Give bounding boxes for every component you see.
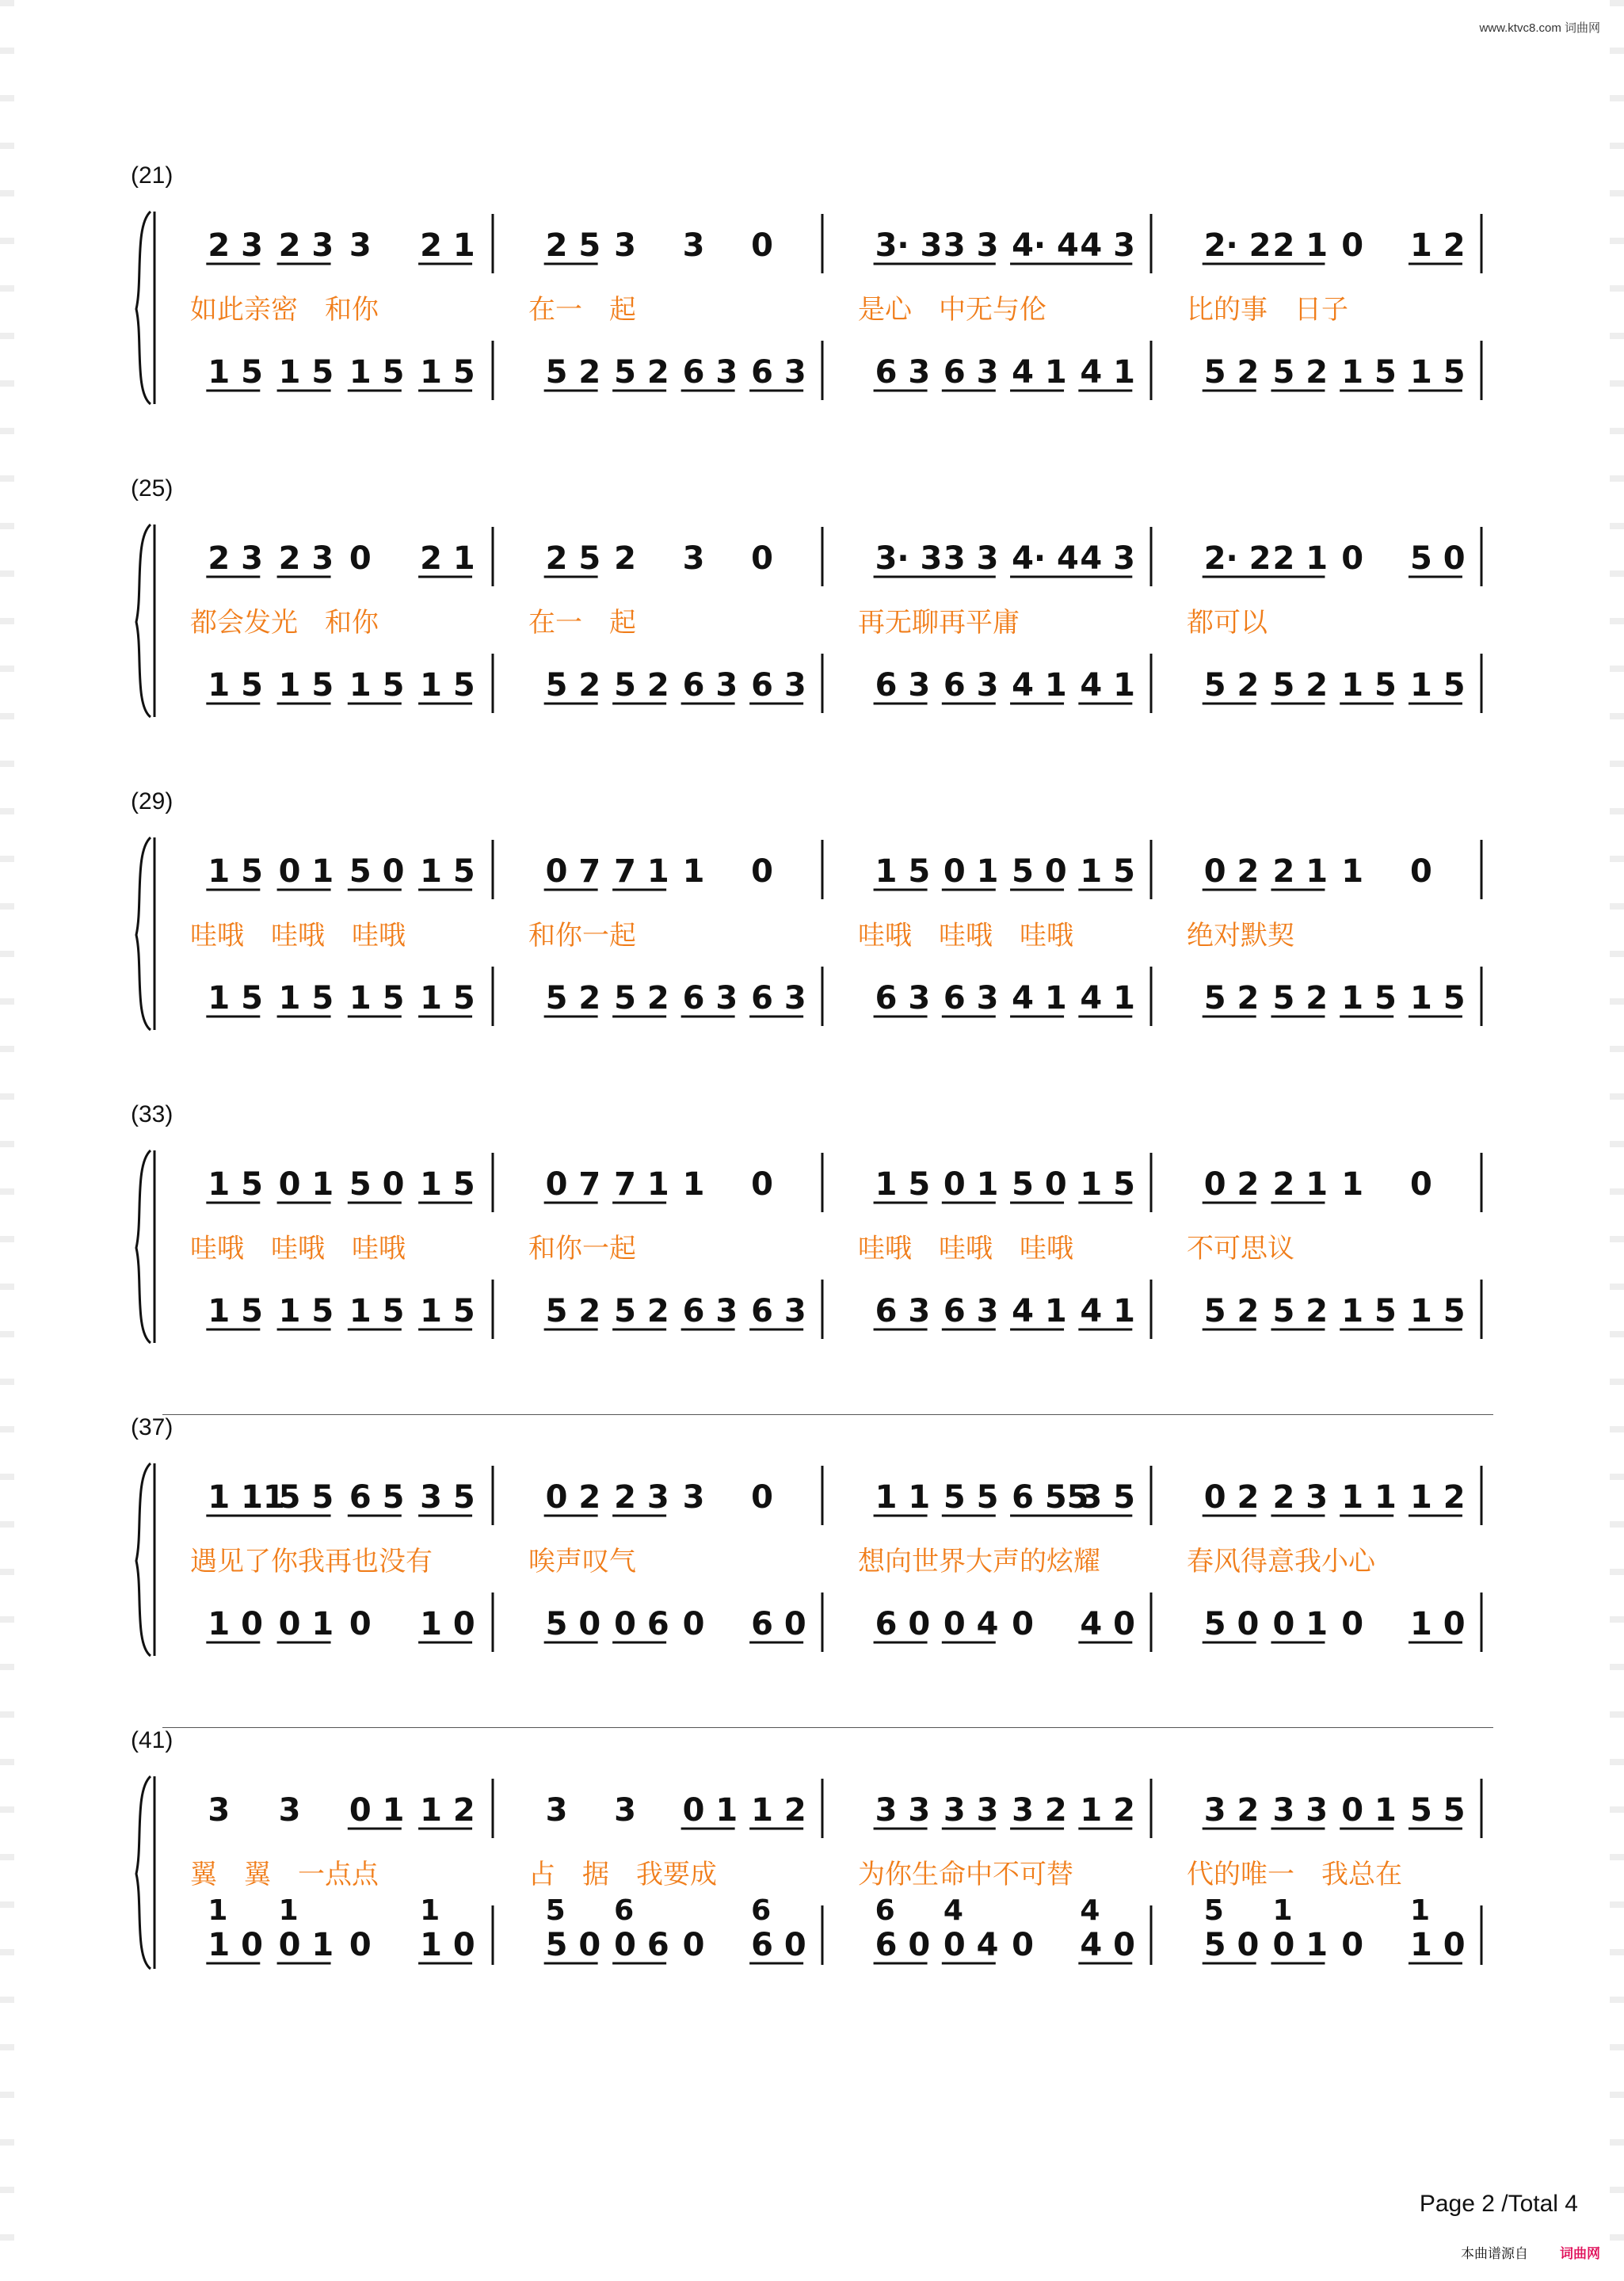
melody-notes: 2 1 — [1272, 1166, 1329, 1203]
lyric-text: 都可以 — [1187, 607, 1268, 639]
melody-notes: 0 2 — [1203, 1479, 1260, 1516]
melody-notes: 0 — [751, 227, 773, 264]
site-mark: www.ktvc8.com 词曲网 — [1479, 21, 1600, 35]
accomp-notes: 5 0 — [545, 1927, 601, 1963]
melody-notes: 3 — [545, 1792, 568, 1829]
melody-notes: 0 2 — [1203, 853, 1260, 890]
score-system — [0, 475, 1624, 784]
accomp-notes: 6 3 — [875, 667, 931, 704]
brace — [136, 524, 151, 717]
melody-notes: 1 2 — [420, 1792, 475, 1829]
melody-notes: 1 — [1341, 853, 1364, 890]
lyric-text: 春风得意我小心 — [1187, 1546, 1375, 1577]
accomp-notes: 5 2 — [545, 980, 601, 1017]
accomp-notes: 0 1 — [278, 1606, 334, 1642]
accomp-notes: 4 0 — [1080, 1927, 1135, 1963]
lyric-text: 在一 起 — [528, 294, 636, 326]
melody-notes: 1 5 — [208, 853, 263, 890]
melody-notes: 3 5 — [420, 1479, 475, 1516]
lyric-text: 代的唯一 我总在 — [1187, 1859, 1402, 1890]
melody-notes: 2 1 — [420, 540, 475, 577]
melody-notes: 0 1 — [278, 1166, 334, 1203]
accomp-notes: 4 0 — [1080, 1606, 1135, 1642]
melody-notes: 2 3 — [278, 227, 334, 264]
accomp-notes: 1 5 — [1341, 354, 1397, 391]
accomp-notes: 0 1 — [278, 1927, 334, 1963]
source-credit — [1461, 2242, 1600, 2262]
accomp-notes: 6 0 — [751, 1606, 806, 1642]
accomp-notes: 4 1 — [1012, 354, 1067, 391]
melody-notes: 0 7 — [545, 853, 601, 890]
accomp-upper-note: 5 — [545, 1894, 566, 1927]
system-staff — [0, 788, 1624, 1097]
melody-notes: 3 — [278, 1792, 301, 1829]
melody-notes: 3 2 — [1203, 1792, 1260, 1829]
melody-notes: 2 5 — [545, 227, 601, 264]
melody-notes: 5 0 — [1012, 1166, 1067, 1203]
accomp-upper-note: 6 — [875, 1894, 895, 1927]
accomp-notes: 1 5 — [1409, 980, 1466, 1017]
accomp-notes: 4 1 — [1012, 1293, 1067, 1329]
accomp-notes: 0 — [1012, 1606, 1034, 1642]
melody-notes: 3 3 — [943, 1792, 999, 1829]
system-staff — [0, 162, 1624, 471]
melody-notes: 5 0 — [1012, 853, 1067, 890]
accomp-notes: 5 2 — [545, 354, 601, 391]
lyric-text: 和你一起 — [528, 1233, 636, 1264]
brace — [136, 212, 151, 404]
melody-notes: 3 — [682, 540, 705, 577]
melody-notes: 3 3 — [943, 540, 999, 577]
accomp-notes: 6 3 — [682, 980, 738, 1017]
melody-notes: 3 — [614, 227, 636, 264]
score-system — [0, 788, 1624, 1097]
lyric-text: 唉声叹气 — [528, 1546, 636, 1577]
lyric-text: 哇哦 哇哦 哇哦 — [190, 920, 406, 952]
melody-notes: 3· 3 — [875, 540, 943, 577]
lyric-text: 如此亲密 和你 — [190, 294, 379, 326]
melody-notes: 0 — [751, 1479, 773, 1516]
melody-notes: 6 55 — [1012, 1479, 1089, 1516]
accomp-notes: 4 1 — [1012, 667, 1067, 704]
lyric-text: 哇哦 哇哦 哇哦 — [858, 1233, 1073, 1264]
accomp-notes: 0 4 — [943, 1927, 999, 1963]
accomp-notes: 5 2 — [545, 1293, 601, 1329]
melody-notes: 1 2 — [1409, 227, 1466, 264]
melody-notes: 2· 2 — [1203, 227, 1271, 264]
melody-notes: 3 — [349, 227, 372, 264]
melody-notes: 0 — [751, 853, 773, 890]
accomp-notes: 6 3 — [751, 667, 806, 704]
accomp-notes: 0 — [682, 1606, 705, 1642]
accomp-notes: 4 1 — [1080, 980, 1135, 1017]
melody-notes: 2 1 — [1272, 853, 1329, 890]
melody-notes: 1 5 — [1080, 853, 1135, 890]
melody-notes: 1 — [682, 853, 705, 890]
accomp-notes: 4 1 — [1080, 667, 1135, 704]
accomp-notes: 5 2 — [1203, 354, 1260, 391]
accomp-notes: 1 0 — [420, 1927, 475, 1963]
melody-notes: 0 1 — [943, 853, 999, 890]
melody-notes: 0 1 — [682, 1792, 738, 1829]
system-staff — [0, 1414, 1624, 1723]
accomp-notes: 0 1 — [1272, 1606, 1329, 1642]
lyric-text: 哇哦 哇哦 哇哦 — [190, 1233, 406, 1264]
page-label: Page 2 /Total 4 — [1419, 2191, 1578, 2217]
accomp-notes: 1 5 — [1341, 667, 1397, 704]
melody-notes: 0 — [751, 540, 773, 577]
melody-notes: 6 5 — [349, 1479, 405, 1516]
system-staff — [0, 1727, 1624, 2036]
accomp-notes: 6 3 — [875, 980, 931, 1017]
accomp-notes: 1 5 — [420, 354, 475, 391]
melody-notes: 5 0 — [349, 853, 405, 890]
accomp-notes: 6 3 — [875, 1293, 931, 1329]
score-system — [0, 1414, 1624, 1723]
measure-number: (21) — [131, 162, 173, 189]
accomp-notes: 5 0 — [1203, 1606, 1260, 1642]
accomp-notes: 5 2 — [1272, 980, 1329, 1017]
melody-notes: 0 1 — [349, 1792, 405, 1829]
measure-number: (29) — [131, 788, 173, 814]
melody-notes: 2 3 — [208, 540, 263, 577]
score-system — [0, 162, 1624, 471]
melody-notes: 5 5 — [1409, 1792, 1466, 1829]
melody-notes: 0 1 — [1341, 1792, 1397, 1829]
lyric-text: 再无聊再平庸 — [858, 607, 1020, 639]
melody-notes: 5 5 — [278, 1479, 334, 1516]
lyric-text: 想向世界大声的炫耀 — [858, 1546, 1100, 1577]
accomp-notes: 5 2 — [614, 667, 669, 704]
melody-notes: 1 2 — [751, 1792, 806, 1829]
accomp-upper-note: 4 — [1080, 1894, 1100, 1927]
accomp-notes: 5 2 — [614, 1293, 669, 1329]
melody-notes: 1 — [1341, 1166, 1364, 1203]
melody-notes: 5 0 — [1409, 540, 1466, 577]
accomp-notes: 5 2 — [545, 667, 601, 704]
lyric-text: 为你生命中不可替 — [858, 1859, 1073, 1890]
accomp-notes: 1 0 — [1409, 1927, 1466, 1963]
accomp-upper-note: 6 — [614, 1894, 635, 1927]
melody-notes: 3 2 — [1012, 1792, 1067, 1829]
accomp-notes: 6 3 — [682, 1293, 738, 1329]
melody-notes: 1 5 — [208, 1166, 263, 1203]
accomp-notes: 1 5 — [208, 354, 263, 391]
accomp-notes: 1 5 — [1409, 1293, 1466, 1329]
accomp-upper-note: 1 — [208, 1894, 228, 1927]
source-brand: 词曲网 — [1560, 2246, 1600, 2262]
accomp-notes: 1 5 — [420, 1293, 475, 1329]
accomp-upper-note: 5 — [1203, 1894, 1224, 1927]
accomp-notes: 5 2 — [1203, 667, 1260, 704]
melody-notes: 3 — [208, 1792, 231, 1829]
accomp-notes: 0 — [682, 1927, 705, 1963]
melody-notes: 3 — [614, 1792, 636, 1829]
accomp-notes: 6 0 — [875, 1606, 931, 1642]
accomp-notes: 6 3 — [682, 354, 738, 391]
melody-notes: 0 — [1341, 540, 1364, 577]
melody-notes: 1 5 — [875, 853, 931, 890]
accomp-notes: 1 0 — [208, 1606, 263, 1642]
melody-notes: 3 — [682, 1479, 705, 1516]
accomp-notes: 0 — [349, 1606, 372, 1642]
accomp-upper-note: 1 — [1272, 1894, 1293, 1927]
melody-notes: 3 3 — [875, 1792, 931, 1829]
accomp-notes: 5 2 — [1203, 1293, 1260, 1329]
melody-notes: 2 3 — [278, 540, 334, 577]
accomp-notes: 5 2 — [614, 980, 669, 1017]
melody-notes: 2 5 — [545, 540, 601, 577]
brace — [136, 837, 151, 1030]
melody-notes: 2 — [614, 540, 636, 577]
accomp-notes: 5 2 — [1272, 1293, 1329, 1329]
melody-notes: 7 1 — [614, 1166, 669, 1203]
melody-notes: 0 — [349, 540, 372, 577]
melody-notes: 0 — [751, 1166, 773, 1203]
accomp-notes: 5 0 — [1203, 1927, 1260, 1963]
accomp-notes: 6 3 — [751, 980, 806, 1017]
lyric-text: 遇见了你我再也没有 — [190, 1546, 433, 1577]
melody-notes: 0 1 — [943, 1166, 999, 1203]
accomp-notes: 4 1 — [1080, 1293, 1135, 1329]
accomp-notes: 6 3 — [751, 354, 806, 391]
accomp-notes: 5 2 — [1272, 667, 1329, 704]
accomp-upper-note: 1 — [278, 1894, 299, 1927]
melody-notes: 1 2 — [1080, 1792, 1135, 1829]
melody-notes: 3 3 — [943, 227, 999, 264]
accomp-notes: 1 5 — [349, 667, 405, 704]
lyric-text: 在一 起 — [528, 607, 636, 639]
melody-notes: 4 3 — [1080, 227, 1135, 264]
melody-notes: 2 3 — [1272, 1479, 1329, 1516]
melody-notes: 0 1 — [278, 853, 334, 890]
accomp-notes: 4 1 — [1080, 354, 1135, 391]
melody-notes: 1 5 — [420, 1166, 475, 1203]
melody-notes: 2 1 — [1272, 540, 1329, 577]
lyric-text: 比的事 日子 — [1187, 294, 1348, 326]
accomp-notes: 0 — [1341, 1606, 1364, 1642]
lyric-text: 翼 翼 一点点 — [190, 1859, 379, 1890]
accomp-notes: 1 5 — [1341, 980, 1397, 1017]
accomp-notes: 5 2 — [1272, 354, 1329, 391]
accomp-notes: 1 5 — [278, 354, 334, 391]
measure-number: (41) — [131, 1727, 173, 1753]
accomp-upper-note: 1 — [420, 1894, 440, 1927]
lyric-text: 都会发光 和你 — [190, 607, 379, 639]
melody-notes: 1 — [682, 1166, 705, 1203]
melody-notes: 0 2 — [1203, 1166, 1260, 1203]
accomp-notes: 1 5 — [208, 980, 263, 1017]
melody-notes: 0 2 — [545, 1479, 601, 1516]
melody-notes: 0 — [1341, 227, 1364, 264]
accomp-notes: 6 3 — [943, 667, 999, 704]
accomp-notes: 1 0 — [1409, 1606, 1466, 1642]
melody-notes: 0 7 — [545, 1166, 601, 1203]
accomp-notes: 6 3 — [875, 354, 931, 391]
lyric-text: 绝对默契 — [1187, 920, 1294, 952]
accomp-notes: 5 2 — [614, 354, 669, 391]
source-text: 本曲谱源自 — [1461, 2246, 1528, 2262]
accomp-notes: 5 2 — [1203, 980, 1260, 1017]
accomp-notes: 6 3 — [682, 667, 738, 704]
melody-notes: 2 1 — [420, 227, 475, 264]
accomp-notes: 1 5 — [349, 354, 405, 391]
accomp-notes: 1 5 — [420, 980, 475, 1017]
melody-notes: 2· 2 — [1203, 540, 1271, 577]
accomp-notes: 6 3 — [751, 1293, 806, 1329]
accomp-notes: 0 6 — [614, 1927, 669, 1963]
measure-number: (33) — [131, 1101, 173, 1127]
melody-notes: 1 2 — [1409, 1479, 1466, 1516]
accomp-notes: 1 5 — [1409, 667, 1466, 704]
accomp-notes: 6 0 — [751, 1927, 806, 1963]
measure-number: (25) — [131, 475, 173, 502]
accomp-notes: 1 5 — [349, 980, 405, 1017]
melody-notes: 1 11 — [208, 1479, 285, 1516]
brace — [136, 1150, 151, 1343]
accomp-upper-note: 4 — [943, 1894, 963, 1927]
accomp-notes: 1 5 — [278, 980, 334, 1017]
melody-notes: 2 3 — [614, 1479, 669, 1516]
lyric-text: 和你一起 — [528, 920, 636, 952]
brace — [136, 1776, 151, 1969]
melody-notes: 1 1 — [875, 1479, 931, 1516]
melody-notes: 0 — [1409, 1166, 1432, 1203]
accomp-notes: 6 0 — [875, 1927, 931, 1963]
accomp-notes: 0 6 — [614, 1606, 669, 1642]
accomp-notes: 0 1 — [1272, 1927, 1329, 1963]
accomp-notes: 1 0 — [420, 1606, 475, 1642]
accomp-notes: 0 4 — [943, 1606, 999, 1642]
melody-notes: 5 5 — [943, 1479, 999, 1516]
melody-notes: 3 5 — [1080, 1479, 1135, 1516]
system-staff — [0, 475, 1624, 784]
melody-notes: 4· 4 — [1012, 540, 1079, 577]
accomp-notes: 1 0 — [208, 1927, 263, 1963]
accomp-notes: 6 3 — [943, 980, 999, 1017]
melody-notes: 0 — [1409, 853, 1432, 890]
accomp-notes: 0 — [1341, 1927, 1364, 1963]
accomp-notes: 4 1 — [1012, 980, 1067, 1017]
accomp-notes: 6 3 — [943, 354, 999, 391]
melody-notes: 2 1 — [1272, 227, 1329, 264]
lyric-text: 占 据 我要成 — [528, 1859, 717, 1890]
accomp-notes: 0 — [1012, 1927, 1034, 1963]
melody-notes: 1 5 — [1080, 1166, 1135, 1203]
accomp-notes: 6 3 — [943, 1293, 999, 1329]
melody-notes: 2 3 — [208, 227, 263, 264]
score-system — [0, 1101, 1624, 1410]
melody-notes: 4 3 — [1080, 540, 1135, 577]
accomp-notes: 1 5 — [349, 1293, 405, 1329]
accomp-notes: 1 5 — [208, 1293, 263, 1329]
melody-notes: 1 1 — [1341, 1479, 1397, 1516]
brace — [136, 1463, 151, 1656]
melody-notes: 1 5 — [420, 853, 475, 890]
system-staff — [0, 1101, 1624, 1410]
lyric-text: 不可思议 — [1187, 1233, 1294, 1264]
lyric-text: 是心 中无与伦 — [858, 294, 1046, 326]
accomp-notes: 1 5 — [1409, 354, 1466, 391]
melody-notes: 3· 3 — [875, 227, 943, 264]
accomp-notes: 1 5 — [278, 1293, 334, 1329]
melody-notes: 3 3 — [1272, 1792, 1329, 1829]
melody-notes: 3 — [682, 227, 705, 264]
melody-notes: 7 1 — [614, 853, 669, 890]
accomp-notes: 1 5 — [208, 667, 263, 704]
accomp-notes: 1 5 — [1341, 1293, 1397, 1329]
accomp-notes: 5 0 — [545, 1606, 601, 1642]
accomp-notes: 0 — [349, 1927, 372, 1963]
measure-number: (37) — [131, 1414, 173, 1440]
accomp-upper-note: 6 — [751, 1894, 772, 1927]
melody-notes: 5 0 — [349, 1166, 405, 1203]
lyric-text: 哇哦 哇哦 哇哦 — [858, 920, 1073, 952]
accomp-notes: 1 5 — [278, 667, 334, 704]
melody-notes: 1 5 — [875, 1166, 931, 1203]
score-system — [0, 1727, 1624, 2036]
accomp-upper-note: 1 — [1409, 1894, 1430, 1927]
melody-notes: 4· 4 — [1012, 227, 1079, 264]
accomp-notes: 1 5 — [420, 667, 475, 704]
